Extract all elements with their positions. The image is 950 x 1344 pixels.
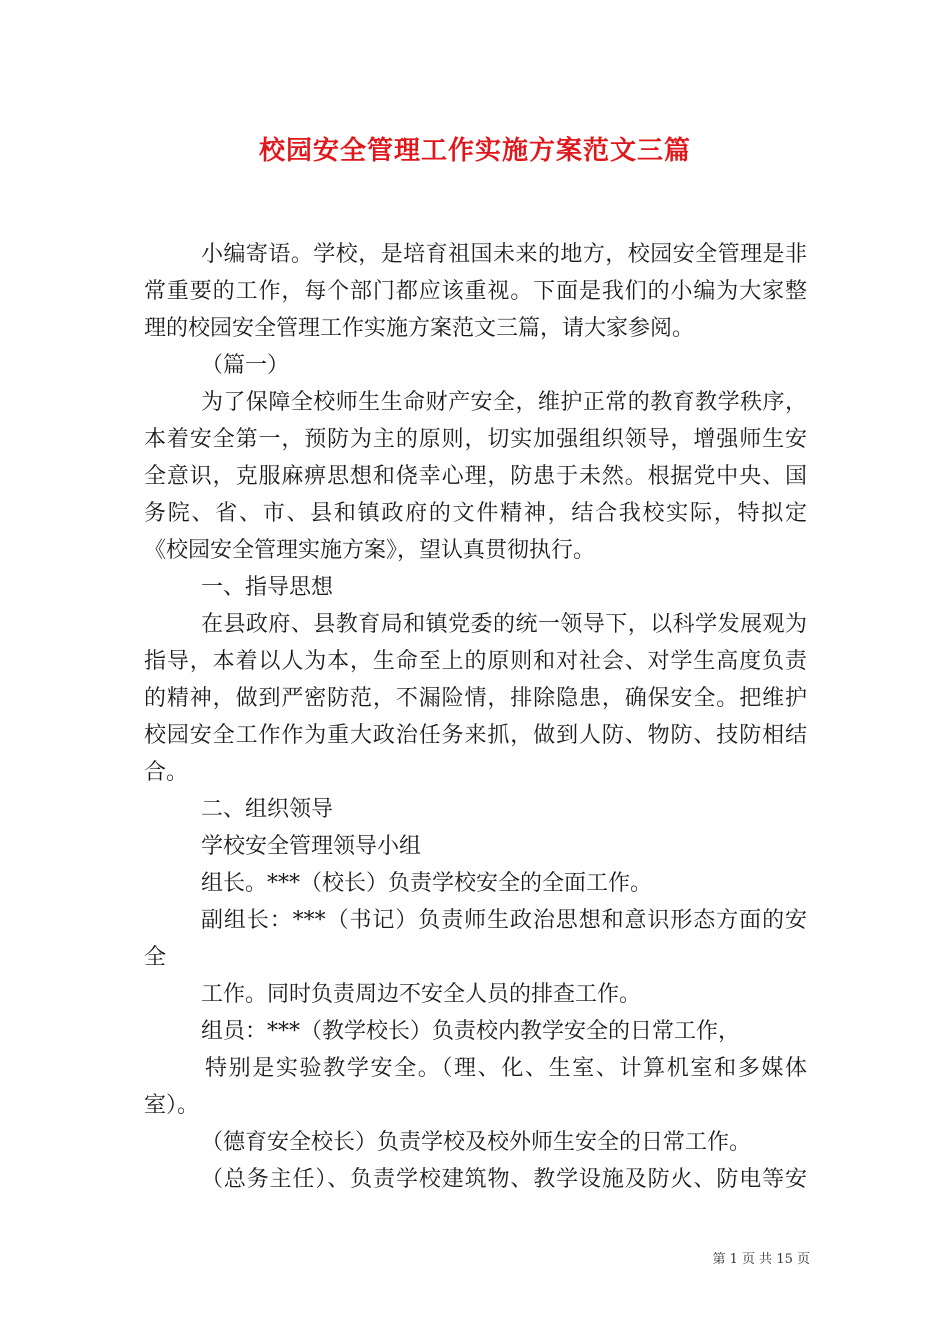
paragraph-line: 在县政府、县教育局和镇党委的统一领导下，以科学发展观为 bbox=[201, 612, 807, 637]
paragraph-line: 务院、省、市、县和镇政府的文件精神，结合我校实际，特拟定 bbox=[144, 501, 807, 526]
paragraph-line: 理的校园安全管理工作实施方案范文三篇，请大家参阅。 bbox=[144, 316, 695, 341]
paragraph-line: 组员：***（教学校长）负责校内教学安全的日常工作， bbox=[201, 1019, 741, 1044]
page-footer: 第 1 页 共 15 页 bbox=[712, 1252, 810, 1267]
paragraph-line: 特别是实验教学安全。（理、化、生室、计算机室和多媒体 bbox=[205, 1056, 807, 1081]
paragraph-line: （篇一） bbox=[201, 353, 290, 378]
document-body bbox=[144, 236, 807, 1198]
document-title: 校园安全管理工作实施方案范文三篇 bbox=[258, 136, 691, 166]
paragraph-line: 校园安全工作作为重大政治任务来抓，做到人防、物防、技防相结 bbox=[144, 723, 807, 748]
paragraph-line: 全意识，克服麻痹思想和侥幸心理，防患于未然。根据党中央、国 bbox=[144, 464, 807, 489]
paragraph-line: 一、指导思想 bbox=[201, 575, 334, 600]
paragraph-line: 室）。 bbox=[144, 1093, 200, 1118]
paragraph-line: 副组长：***（书记）负责师生政治思想和意识形态方面的安 bbox=[201, 908, 807, 933]
paragraph-line: 全 bbox=[144, 945, 167, 970]
paragraph-line: 学校安全管理领导小组 bbox=[201, 834, 422, 859]
paragraph-line: 指导，本着以人为本，生命至上的原则和对社会、对学生高度负责 bbox=[144, 649, 807, 674]
paragraph-line: 本着安全第一，预防为主的原则，切实加强组织领导，增强师生安 bbox=[144, 427, 807, 452]
paragraph-line: 的精神，做到严密防范，不漏险情，排除隐患，确保安全。把维护 bbox=[144, 686, 807, 711]
paragraph-line: 为了保障全校师生生命财产安全，维护正常的教育教学秩序， bbox=[201, 390, 807, 415]
paragraph-line: 组长。***（校长）负责学校安全的全面工作。 bbox=[201, 871, 653, 896]
paragraph-line: 二、组织领导 bbox=[201, 797, 334, 822]
paragraph-line: （总务主任）、负责学校建筑物、教学设施及防火、防电等安 bbox=[201, 1167, 807, 1192]
paragraph-line: 常重要的工作，每个部门都应该重视。下面是我们的小编为大家整 bbox=[144, 279, 807, 304]
paragraph-line: （德育安全校长）负责学校及校外师生安全的日常工作。 bbox=[201, 1130, 752, 1155]
paragraph-line: 合。 bbox=[144, 760, 189, 785]
paragraph-line: 小编寄语。学校，是培育祖国未来的地方，校园安全管理是非 bbox=[201, 242, 807, 267]
paragraph-line: 《校园安全管理实施方案》，望认真贯彻执行。 bbox=[144, 538, 596, 563]
paragraph-line: 工作。同时负责周边不安全人员的排查工作。 bbox=[201, 982, 642, 1007]
